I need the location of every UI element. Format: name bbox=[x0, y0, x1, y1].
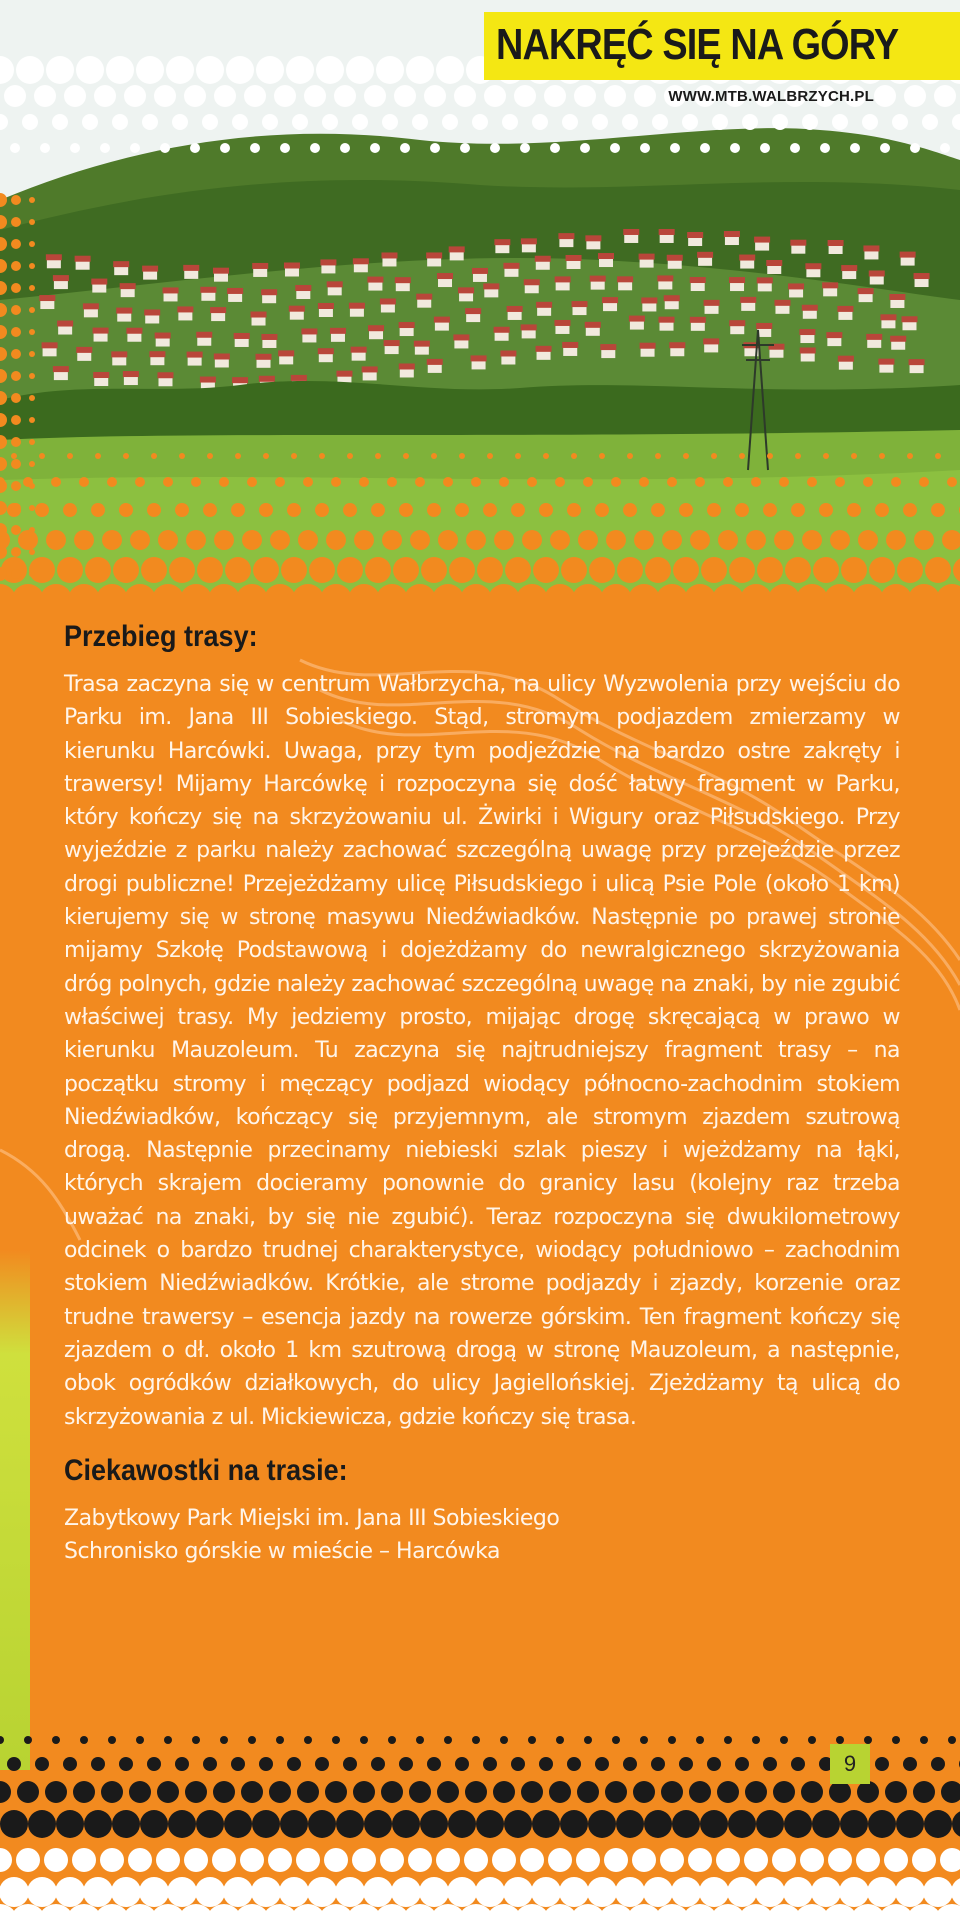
main-content bbox=[64, 620, 900, 1568]
brand-title: NAKRĘĆ SIĘ NA GÓRY bbox=[496, 20, 899, 69]
route-heading: Przebieg trasy: bbox=[64, 620, 258, 653]
left-accent-strip bbox=[0, 1250, 30, 1770]
attractions-list bbox=[64, 1502, 900, 1568]
website-url[interactable]: WWW.MTB.WALBRZYCH.PL bbox=[668, 88, 874, 105]
list-item: Schronisko górskie w mieście – Harcówka bbox=[64, 1538, 500, 1564]
page-number: 9 bbox=[830, 1744, 870, 1784]
decorative-dots-bottom bbox=[0, 1700, 960, 1930]
route-description: Trasa zaczyna się w centrum Wałbrzycha, na ulicy Wyzwolenia przy wejściu do Parku im. Jana III Sobieskiego. Stąd, stromym podjazdem zmierzamy w kierunku Harcówki. Uwaga, przy tym podjeździe na bardzo ostre zakręty i trawersy! Mijamy Harcówkę i rozpoczyna się dość łatwy fragment w Parku, który kończy się na skrzyżowaniu ul. Żwirki i Wigury oraz Piłsudskiego. Przy wyjeździe z parku należy zachować szczególną uwagę przy przejeździe przez drogi publiczne! Przejeżdżamy ulicę Piłsudskiego i ulicą Psie Pole (około 1 km) kierujemy się w stronę masywu Niedźwiadków. Następnie po prawej stronie mijamy Szkołę Podstawową i dojeżdżamy do newralgicznego skrzyżowania dróg polnych, gdzie należy zachować szczególną uwagę na znaki, by nie zgubić właściwej trasy. My jedziemy prosto, mijając drogę skręcającą w prawo w kierunku Mauzoleum. Tu zaczyna się najtrudniejszy fragment trasy – na początku stromy i męczący podjazd wiodący północno-zachodnim stokiem Niedźwiadków, kończący się przyjemnym, ale stromym zjazdem szutrową drogą. Następnie przecinamy niebieski szlak pieszy i wjeżdżamy na łąki, których skrajem docieramy ponownie do granicy lasu (kolejny raz trzeba uważać na znaki, by się nie zgubić). Teraz rozpoczyna się dwukilometrowy odcinek o bardzo trudnej charakterystyce, wiodący południowo – zachodnim stokiem Niedźwiadków. Krótkie, ale strome podjazdy i zjazdy, korzenie oraz trudne trawersy – esencja jazdy na rowerze górskim. Ten fragment kończy się zjazdem o dł. około 1 km szutrową drogą w stronę Mauzoleum, a następnie, obok ogródków działkowych, do ulicy Jagiellońskiej. Zjeżdżamy tą ulicą do skrzyżowania z ul. Mickiewicza, gdzie kończy się trasa. bbox=[64, 672, 900, 1430]
attractions-heading: Ciekawostki na trasie: bbox=[64, 1453, 348, 1487]
list-item: Zabytkowy Park Miejski im. Jana III Sobieskiego bbox=[64, 1505, 560, 1531]
